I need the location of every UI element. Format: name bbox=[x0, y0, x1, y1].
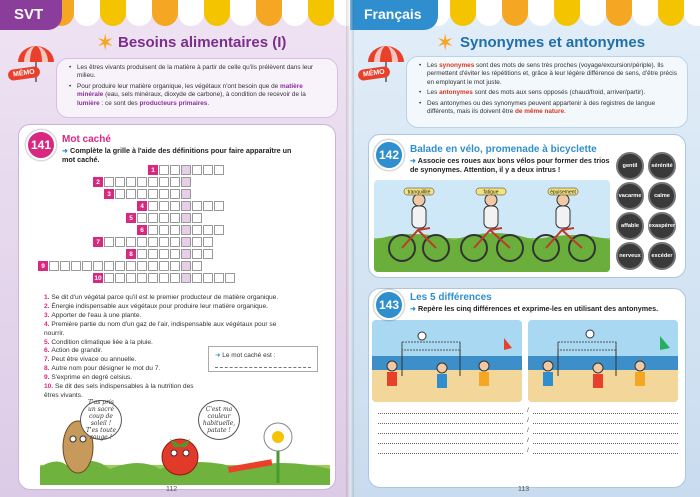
definition-number: 2. bbox=[44, 302, 52, 310]
definition-number: 1. bbox=[44, 294, 52, 301]
crossword-cell[interactable] bbox=[203, 237, 213, 247]
crossword-cell[interactable] bbox=[137, 189, 147, 199]
crossword-cell[interactable] bbox=[159, 249, 169, 259]
definition-item bbox=[44, 312, 284, 321]
speech-bubble: T'as pris un sacré coup de soleil ! T'es toute rouge ! bbox=[80, 400, 122, 440]
memo-point: • Pour produire leur matière organique, les végétaux n'ont besoin que de matière minérale (eau, sels minéraux, dioxyde de carbone), à condition de recevoir de la lumière : ce sont des producteurs primaires. bbox=[69, 83, 329, 108]
crossword-cell[interactable] bbox=[192, 225, 202, 235]
crossword-cell[interactable] bbox=[181, 225, 191, 235]
definition-item bbox=[44, 303, 284, 312]
header-scallop bbox=[256, 0, 282, 26]
answer-field[interactable] bbox=[533, 408, 678, 414]
row-number: 1 bbox=[148, 165, 158, 175]
crossword-cell[interactable] bbox=[170, 177, 180, 187]
word-wheel[interactable]: calme bbox=[648, 182, 676, 210]
memo-box bbox=[56, 58, 338, 118]
crossword-cell[interactable] bbox=[192, 165, 202, 175]
header-scallop bbox=[476, 0, 502, 26]
separator: / bbox=[527, 428, 529, 434]
crossword-cell[interactable] bbox=[203, 273, 213, 283]
memo-point: • Les synonymes sont des mots de sens très proches (voyage/excursion/périple). Ils permettent d'éviter les répétitions et, grâce à leur légère différence de sens, d'être précis en employant le mot juste. bbox=[419, 62, 679, 87]
word-wheel[interactable]: sérénité bbox=[648, 152, 676, 180]
page-number: 112 bbox=[166, 486, 178, 493]
answer-field[interactable] bbox=[533, 428, 678, 434]
crossword-cell[interactable] bbox=[214, 273, 224, 283]
answer-field[interactable] bbox=[378, 428, 523, 434]
definition-text: Peut être vivace ou annuelle. bbox=[51, 356, 137, 364]
right-page bbox=[350, 0, 700, 497]
word-wheel[interactable]: exaspérer bbox=[648, 212, 676, 240]
definition-item bbox=[44, 321, 284, 339]
separator: / bbox=[527, 408, 529, 414]
row-number: 8 bbox=[126, 249, 136, 259]
crossword-cell[interactable] bbox=[170, 273, 180, 283]
memo-point: • Des antonymes ou des synonymes peuvent appartenir à des registres de langue différents, mais ils doivent être de même nature. bbox=[419, 100, 679, 117]
crossword-cell[interactable] bbox=[159, 237, 169, 247]
definition-text: Se dit d'un végétal parce qu'il est le premier producteur de matière organique. bbox=[51, 294, 279, 301]
crossword-cell[interactable] bbox=[192, 249, 202, 259]
row-number: 6 bbox=[137, 225, 147, 235]
crossword-cell[interactable] bbox=[159, 165, 169, 175]
crossword-cell[interactable] bbox=[148, 273, 158, 283]
word-wheel[interactable]: gentil bbox=[616, 152, 644, 180]
crossword-cell[interactable] bbox=[126, 177, 136, 187]
definition-text: Action de grandir. bbox=[51, 347, 103, 355]
definition-number: 5. bbox=[44, 338, 52, 346]
crossword-cell[interactable] bbox=[137, 177, 147, 187]
header-scallop bbox=[100, 0, 126, 26]
exercise-number: 143 bbox=[374, 290, 404, 320]
crossword-cell[interactable] bbox=[214, 201, 224, 211]
crossword-cell[interactable] bbox=[126, 237, 136, 247]
definition-item bbox=[44, 365, 204, 374]
crossword-cell[interactable] bbox=[104, 237, 114, 247]
definition-item bbox=[44, 347, 204, 356]
crossword-cell[interactable] bbox=[104, 261, 114, 271]
crossword-cell[interactable] bbox=[159, 189, 169, 199]
crossword-cell[interactable] bbox=[148, 189, 158, 199]
crossword-cell[interactable] bbox=[159, 273, 169, 283]
wheel-label: épuisement bbox=[550, 189, 576, 196]
crossword-cell[interactable] bbox=[137, 213, 147, 223]
row-number: 10 bbox=[94, 274, 102, 282]
crossword-cell[interactable] bbox=[214, 165, 224, 175]
answer-field[interactable] bbox=[533, 418, 678, 424]
page-title: Besoins alimentaires (I) bbox=[118, 34, 287, 51]
row-number: 2 bbox=[93, 177, 103, 187]
crossword-cell[interactable] bbox=[170, 237, 180, 247]
crossword-cell[interactable] bbox=[126, 189, 136, 199]
word-wheel[interactable]: affable bbox=[616, 212, 644, 240]
answer-line-row[interactable] bbox=[378, 418, 678, 424]
subject-tab-francais: Français bbox=[350, 0, 438, 30]
memo-point: • Les antonymes sont des mots aux sens opposés (chaud/froid, arriver/partir). bbox=[419, 89, 679, 97]
memo-point: • Les êtres vivants produisent de la matière à partir de celle qu'ils prélèvent dans leur milieu. bbox=[69, 64, 329, 81]
definition-text: Condition climatique liée à la pluie. bbox=[51, 338, 153, 346]
crossword-cell[interactable] bbox=[137, 261, 147, 271]
crossword-cell[interactable] bbox=[181, 273, 191, 283]
row-number: 9 bbox=[38, 261, 48, 271]
crossword-cell[interactable] bbox=[170, 225, 180, 235]
definition-number: 3. bbox=[44, 311, 52, 319]
answer-field[interactable] bbox=[378, 418, 523, 424]
answer-field[interactable] bbox=[378, 448, 523, 454]
header-scallop bbox=[658, 0, 684, 26]
word-wheel[interactable]: vacarme bbox=[616, 182, 644, 210]
crossword-cell[interactable] bbox=[170, 165, 180, 175]
answer-line-row[interactable] bbox=[378, 428, 678, 434]
header-scallop bbox=[230, 0, 256, 26]
header-scallop bbox=[126, 0, 152, 26]
beach-scene-right bbox=[528, 320, 678, 402]
row-number: 3 bbox=[104, 189, 114, 199]
crossword-cell[interactable] bbox=[181, 249, 191, 259]
exercise-instruction: ➜ Repère les cinq différences et exprime-les en utilisant des antonymes. bbox=[410, 304, 659, 313]
crossword-cell[interactable] bbox=[203, 201, 213, 211]
crossword-cell[interactable] bbox=[170, 261, 180, 271]
crossword-cell[interactable] bbox=[148, 237, 158, 247]
crossword-cell[interactable] bbox=[159, 213, 169, 223]
definition-text: Se dit des sels indispensables à la nutrition des êtres vivants. bbox=[44, 383, 194, 399]
exercise-instruction: ➜ Complète la grille à l'aide des définitions pour faire apparaître un mot caché. bbox=[62, 146, 292, 164]
separator: / bbox=[527, 438, 529, 444]
crossword-cell[interactable] bbox=[181, 189, 191, 199]
crossword-cell[interactable] bbox=[159, 201, 169, 211]
crossword-cell[interactable] bbox=[192, 213, 202, 223]
crossword-cell[interactable] bbox=[214, 225, 224, 235]
book-spine bbox=[346, 0, 354, 497]
crossword-cell[interactable] bbox=[181, 201, 191, 211]
crossword-cell[interactable] bbox=[192, 201, 202, 211]
crossword-cell[interactable] bbox=[192, 273, 202, 283]
word-wheel[interactable]: excéder bbox=[648, 242, 676, 270]
answer-field[interactable] bbox=[378, 408, 523, 414]
exercise-title: Mot caché bbox=[62, 134, 111, 145]
exercise-title: Les 5 différences bbox=[410, 292, 492, 303]
crossword-cell[interactable] bbox=[181, 177, 191, 187]
exercise-number: 142 bbox=[374, 140, 404, 170]
definition-text: Énergie indispensable aux végétaux pour produire leur matière organique. bbox=[51, 302, 268, 310]
crossword-cell[interactable] bbox=[115, 261, 125, 271]
crossword-cell[interactable] bbox=[203, 165, 213, 175]
header-scallop bbox=[606, 0, 632, 26]
header-scallop bbox=[554, 0, 580, 26]
header-scallop bbox=[580, 0, 606, 26]
wheel-label: tranquillité bbox=[407, 189, 431, 196]
crossword-cell[interactable] bbox=[49, 261, 59, 271]
crossword-cell[interactable] bbox=[148, 249, 158, 259]
definition-text: Autre nom pour désigner le mot du 7. bbox=[51, 365, 161, 373]
crossword-cell[interactable] bbox=[159, 177, 169, 187]
definition-number: 10. bbox=[44, 383, 55, 391]
header-scallop bbox=[632, 0, 658, 26]
exercise-number: 141 bbox=[26, 130, 56, 160]
row-number: 7 bbox=[93, 237, 103, 247]
header-scallop bbox=[502, 0, 528, 26]
definition-number: 6. bbox=[44, 347, 52, 355]
memo-tag: MÉMO bbox=[357, 66, 390, 81]
speech-bubble: C'est ma couleur habituelle, patate ! bbox=[198, 400, 240, 440]
answer-line-row[interactable] bbox=[378, 408, 678, 414]
page-title: Synonymes et antonymes bbox=[460, 34, 646, 51]
crossword-cell[interactable] bbox=[137, 237, 147, 247]
answer-lines bbox=[378, 408, 678, 458]
exercise-instruction: ➜ Associe ces roues aux bons vélos pour former des trios de synonymes. Attention, il y a deux intrus ! bbox=[410, 156, 610, 174]
crossword-cell[interactable] bbox=[115, 189, 125, 199]
crossword-cell[interactable] bbox=[104, 177, 114, 187]
definition-item bbox=[44, 374, 204, 383]
crossword-cell[interactable] bbox=[82, 261, 92, 271]
crossword-cell[interactable] bbox=[93, 261, 103, 271]
crossword-cell[interactable] bbox=[170, 201, 180, 211]
definition-number: 9. bbox=[44, 374, 52, 382]
crossword-cell[interactable] bbox=[115, 237, 125, 247]
crossword-cell[interactable] bbox=[148, 213, 158, 223]
header-scallop bbox=[74, 0, 100, 26]
crossword-cell[interactable] bbox=[203, 249, 213, 259]
subject-tab-svt: SVT bbox=[0, 0, 62, 30]
header-scallop bbox=[178, 0, 204, 26]
crossword-cell[interactable] bbox=[115, 273, 125, 283]
definition-number: 4. bbox=[44, 320, 52, 328]
crossword-cell[interactable] bbox=[192, 261, 202, 271]
crossword-cell[interactable] bbox=[170, 249, 180, 259]
page-number: 113 bbox=[518, 486, 530, 493]
crossword-cell[interactable] bbox=[181, 237, 191, 247]
header-scallop bbox=[450, 0, 476, 26]
header-scallop bbox=[282, 0, 308, 26]
beach-scene-left bbox=[372, 320, 522, 402]
header-scallop bbox=[308, 0, 334, 26]
hidden-word-answer-box[interactable]: ➜ Le mot caché est : bbox=[208, 346, 318, 372]
separator: / bbox=[527, 448, 529, 454]
separator: / bbox=[527, 418, 529, 424]
crossword-cell[interactable] bbox=[148, 177, 158, 187]
crossword-cell[interactable] bbox=[170, 213, 180, 223]
definition-number: 8. bbox=[44, 365, 52, 373]
answer-field[interactable] bbox=[533, 438, 678, 444]
crossword-cell[interactable] bbox=[148, 225, 158, 235]
word-wheel[interactable]: nerveux bbox=[616, 242, 644, 270]
crossword-cell[interactable] bbox=[170, 189, 180, 199]
definition-number: 7. bbox=[44, 356, 52, 364]
answer-field[interactable] bbox=[533, 448, 678, 454]
header-scallop bbox=[152, 0, 178, 26]
crossword-cell[interactable] bbox=[225, 273, 235, 283]
crossword-cell[interactable] bbox=[126, 261, 136, 271]
wheel-label: fatigue bbox=[483, 189, 499, 196]
header-scallop bbox=[528, 0, 554, 26]
crossword-cell[interactable] bbox=[159, 261, 169, 271]
crossword-cell[interactable] bbox=[104, 273, 114, 283]
definition-text: Apporter de l'eau à une plante. bbox=[51, 311, 142, 319]
crossword-cell[interactable] bbox=[137, 249, 147, 259]
crossword-cell[interactable] bbox=[126, 273, 136, 283]
crossword-cell[interactable] bbox=[181, 165, 191, 175]
crossword-cell[interactable] bbox=[181, 261, 191, 271]
definition-text: S'exprime en degré celsius. bbox=[51, 374, 133, 382]
crossword-cell[interactable] bbox=[181, 213, 191, 223]
row-number: 4 bbox=[137, 201, 147, 211]
crossword-cell[interactable] bbox=[137, 273, 147, 283]
answer-field[interactable] bbox=[378, 438, 523, 444]
exercise-title: Balade en vélo, promenade à bicyclette bbox=[410, 144, 597, 155]
answer-line[interactable] bbox=[215, 362, 311, 368]
crossword-cell[interactable] bbox=[148, 261, 158, 271]
memo-tag: MÉMO bbox=[7, 66, 40, 81]
crossword-cell[interactable] bbox=[71, 261, 81, 271]
crossword-cell[interactable] bbox=[60, 261, 70, 271]
definition-text: Première partie du nom d'un gaz de l'air, indispensable aux végétaux pour se nourrir. bbox=[44, 320, 277, 337]
crossword-grid bbox=[38, 165, 298, 287]
crossword-cell[interactable] bbox=[192, 237, 202, 247]
crossword-cell[interactable] bbox=[203, 225, 213, 235]
answer-line-row[interactable] bbox=[378, 438, 678, 444]
answer-line-row[interactable] bbox=[378, 448, 678, 454]
header-scallop bbox=[204, 0, 230, 26]
star-icon: ✶ bbox=[436, 30, 455, 55]
header-scallop bbox=[684, 0, 700, 26]
cyclists-illustration bbox=[374, 180, 610, 272]
crossword-cell[interactable] bbox=[115, 177, 125, 187]
memo-box bbox=[406, 56, 688, 128]
row-number: 5 bbox=[126, 213, 136, 223]
crossword-cell[interactable] bbox=[159, 225, 169, 235]
definition-item bbox=[44, 356, 204, 365]
crossword-cell[interactable] bbox=[148, 201, 158, 211]
star-icon: ✶ bbox=[96, 30, 115, 55]
definition-item bbox=[44, 294, 284, 303]
